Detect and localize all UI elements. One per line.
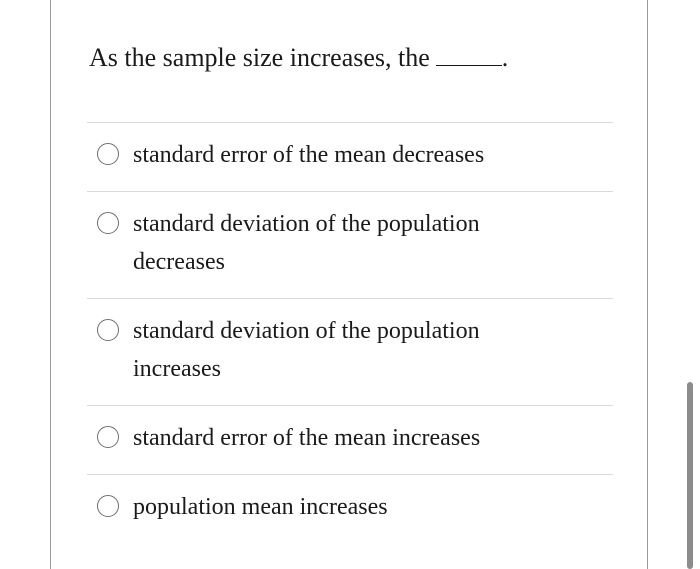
divider [87,474,613,475]
radio-button-3[interactable] [97,319,119,341]
divider [87,191,613,192]
vertical-scrollbar[interactable] [687,382,693,569]
radio-button-1[interactable] [97,143,119,165]
option-3-label: standard deviation of the population increases [133,318,480,382]
divider [87,298,613,299]
question-panel [50,0,648,569]
radio-button-2[interactable] [97,212,119,234]
question-suffix: . [501,43,509,72]
option-4-label: standard error of the mean increases [133,425,481,451]
question-prompt [89,42,508,74]
question-text: As the sample size increases, the [89,43,430,72]
option-5-label: population mean increases [133,494,388,520]
option-4[interactable] [97,419,533,457]
option-2-label: standard deviation of the population decreases [133,211,480,275]
divider [87,122,613,123]
radio-button-4[interactable] [97,426,119,448]
option-1[interactable] [97,136,533,174]
option-5[interactable] [97,488,533,526]
option-2[interactable] [97,205,533,281]
radio-button-5[interactable] [97,495,119,517]
option-1-label: standard error of the mean decreases [133,142,485,168]
answer-blank [436,45,502,66]
option-3[interactable] [97,312,533,388]
divider [87,405,613,406]
